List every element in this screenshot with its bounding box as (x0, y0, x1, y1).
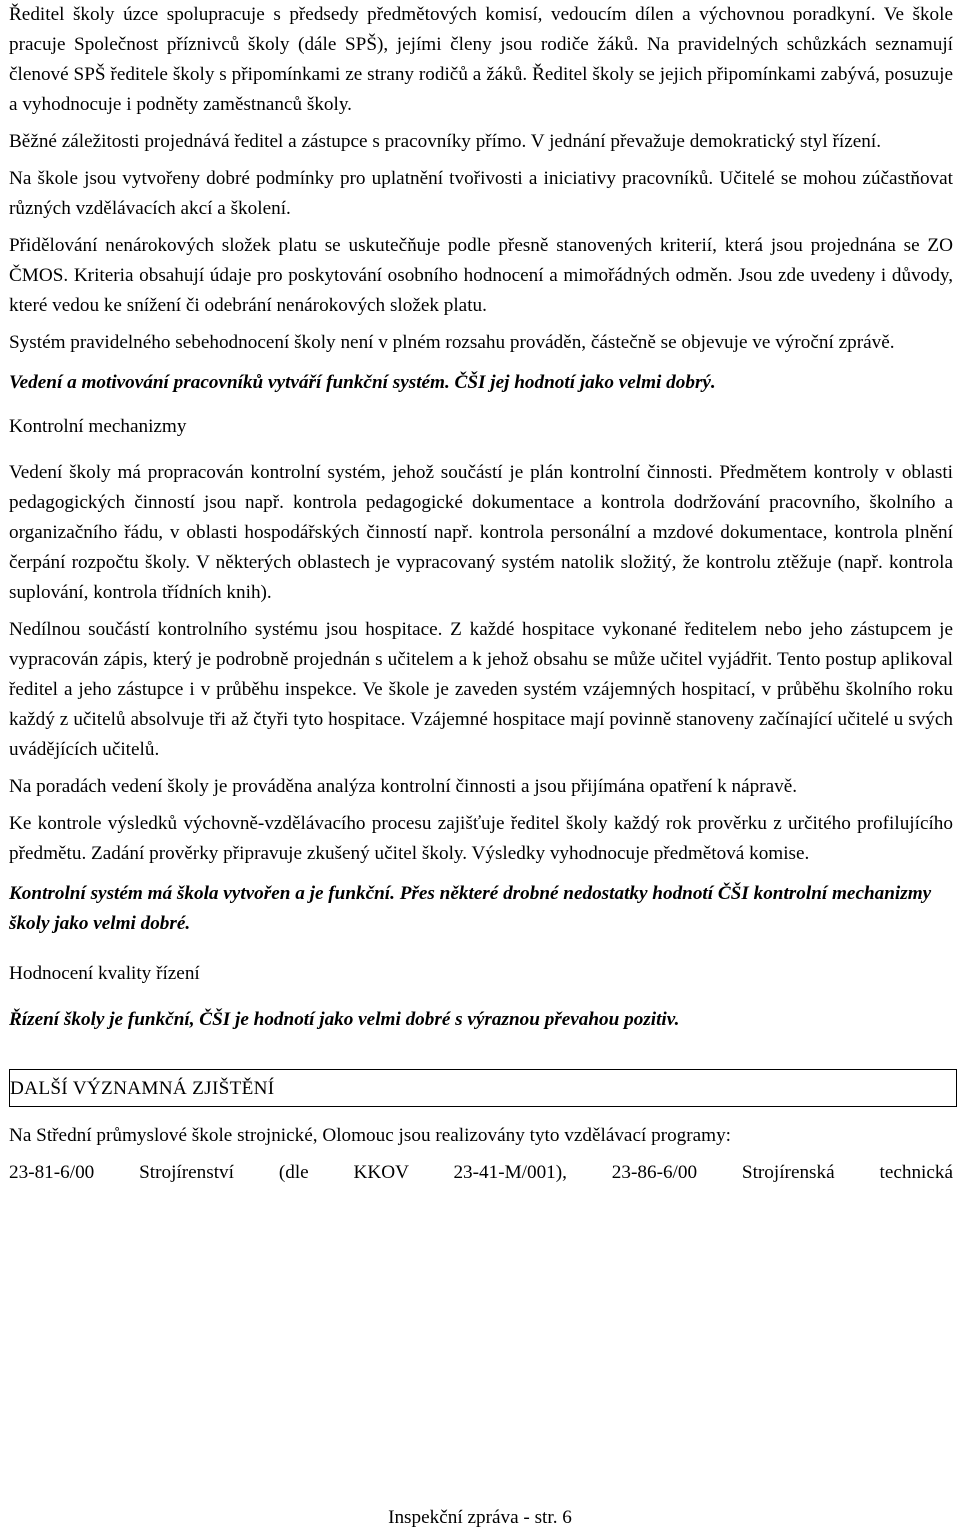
verdict-quality: Řízení školy je funkční, ČŠI je hodnotí jako velmi dobré s výraznou převahou pozitiv. (9, 1009, 680, 1030)
footer-text: Inspekční zpráva - str. 6 (388, 1507, 572, 1528)
paragraph: Ředitel školy úzce spolupracuje s předsedy předmětových komisí, vedoucím dílen a výchovnou poradkyní. Ve škole pracuje Společnost příznivců školy (dále SPŠ), jejími členy jsou rodiče žáků. Na pravidelných schůzkách seznamují členové SPŠ ředitele školy s připomínkami ze strany rodičů a žáků. Ředitel školy se jejich připomínkami zabývá, posuzuje a vyhodnocuje i podněty zaměstnanců školy. (9, 4, 953, 115)
verdict-control: Kontrolní systém má škola vytvořen a je funkční. Přes některé drobné nedostatky hodnotí ČŠI kontrolní mechanizmy školy jako velmi dobré. (9, 883, 932, 934)
paragraph-programs-continued: 23-81-6/00 Strojírenství (dle KKOV 23-41-M/001), 23-86-6/00 Strojírenská technická (9, 1162, 953, 1183)
paragraph: Na poradách vedení školy je prováděna analýza kontrolní činnosti a jsou přijímána opatření k nápravě. (9, 776, 798, 797)
paragraph: Ke kontrole výsledků výchovně-vzdělávacího procesu zajišťuje ředitel školy každý rok prověrku z určitého profilujícího předmětu. Zadání prověrky připravuje zkušený učitel školy. Výsledky vyhodnocuje předmětová komise. (9, 813, 953, 864)
paragraph: Běžné záležitosti projednává ředitel a zástupce s pracovníky přímo. V jednání převažuje demokratický styl řízení. (9, 131, 882, 152)
heading-control-mechanisms: Kontrolní mechanizmy (9, 416, 187, 437)
section-title: DALŠÍ VÝZNAMNÁ ZJIŠTĚNÍ (10, 1078, 275, 1099)
page-footer (0, 1503, 960, 1533)
paragraph: Přidělování nenárokových složek platu se uskutečňuje podle přesně stanovených kriterií, která jsou projednána se ZO ČMOS. Kriteria obsahují údaje pro poskytování osobního hodnocení a mimořádných odměn. Jsou zde uvedeny i důvody, které vedou ke snížení či odebrání nenárokových složek platu. (9, 235, 953, 316)
section-title-box (9, 1069, 957, 1107)
document-page (9, 0, 953, 1195)
paragraph: Nedílnou součástí kontrolního systému jsou hospitace. Z každé hospitace vykonané ředitelem nebo jeho zástupcem je vypracován zápis, který je podrobně projednán s učitelem a k jehož obsahu se může učitel vyjádřit. Tento postup aplikoval ředitel a jeho zástupce i v průběhu inspekce. Ve škole je zaveden systém vzájemných hospitací, v průběhu školního roku každý z učitelů absolvuje tři až čtyři tyto hospitace. Vzájemné hospitace mají povinně stanoveny začínající učitelé u svých uváděјících učitelů. (9, 619, 953, 760)
heading-management-quality: Hodnocení kvality řízení (9, 963, 200, 984)
paragraph: Na škole jsou vytvořeny dobré podmínky pro uplatnění tvořivosti a iniciativy pracovníků. Učitelé se mohou zúčastňovat různých vzdělávacích akcí a školení. (9, 168, 953, 219)
paragraph: Vedení školy má propracován kontrolní systém, jehož součástí je plán kontrolní činnosti. Předmětem kontroly v oblasti pedagogických činností jsou např. kontrola pedagogické dokumentace a kontrola dodržování pracovního, školního a organizačního řádu, v oblasti hospodářských činností např. kontrola personální a mzdové dokumentace, kontrola plnění čerpání rozpočtu školy. V některých oblastech je vypracovaný systém natolik složitý, že kontrolu ztěžuje (např. kontrola suplování, kontrola třídních knih). (9, 462, 953, 603)
paragraph-programs: Na Střední průmyslové škole strojnické, Olomouc jsou realizovány tyto vzdělávací programy: (9, 1125, 732, 1146)
verdict-management: Vedení a motivování pracovníků vytváří funkční systém. ČŠI jej hodnotí jako velmi dobrý. (9, 372, 716, 393)
paragraph: Systém pravidelného sebehodnocení školy není v plném rozsahu prováděn, částečně se objevuje ve výroční zprávě. (9, 332, 895, 353)
